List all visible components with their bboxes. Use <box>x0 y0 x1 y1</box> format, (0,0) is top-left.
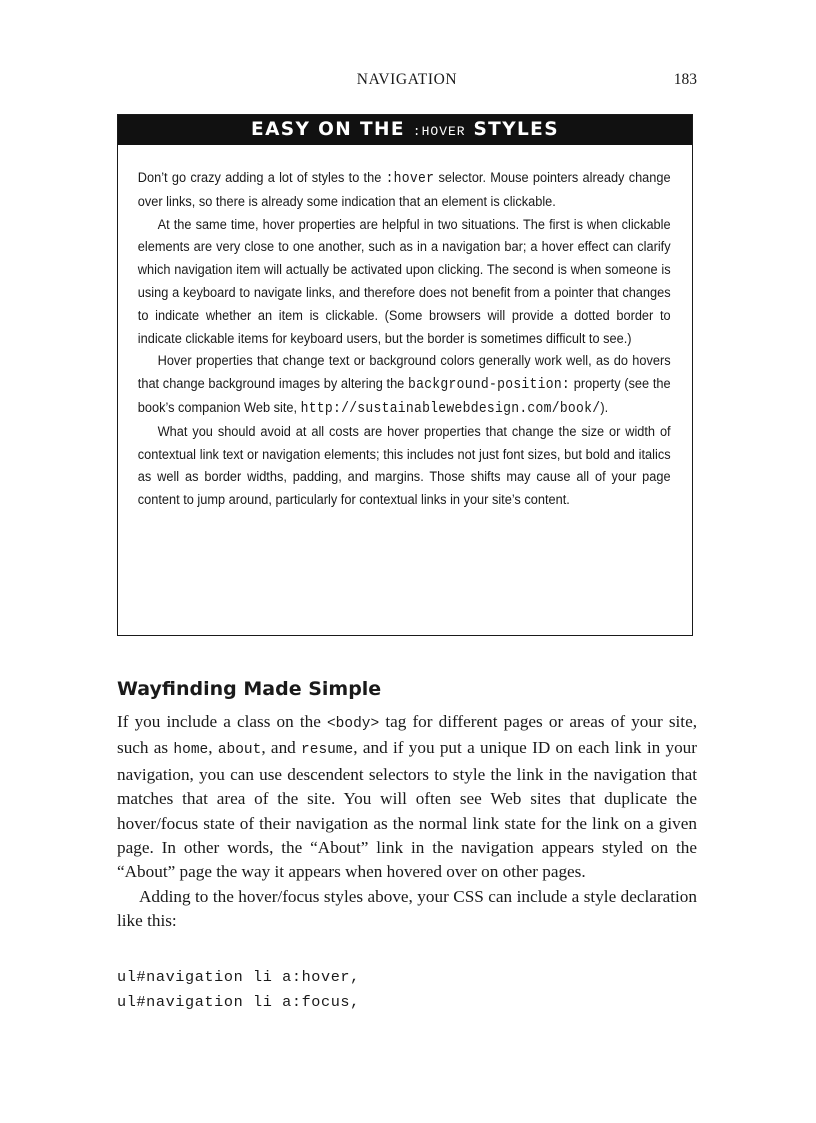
running-header <box>117 71 697 93</box>
code-line-2: ul#navigation li a:focus, <box>117 992 360 1011</box>
sidebar-title-lead: EASY ON THE <box>251 119 405 140</box>
body-p1-text-c: , <box>208 738 218 758</box>
sidebar-body <box>118 145 690 512</box>
sidebar-box <box>117 114 693 636</box>
resume-class-code: resume <box>301 742 354 759</box>
main-body <box>117 710 697 934</box>
companion-site-url: http://sustainablewebdesign.com/book/ <box>300 400 601 417</box>
sidebar-paragraph-3 <box>138 350 671 420</box>
section-heading: Wayfinding Made Simple <box>117 678 382 700</box>
code-block <box>117 965 360 1014</box>
code-line-1: ul#navigation li a:hover, <box>117 968 360 986</box>
sidebar-title <box>118 115 692 145</box>
running-title: NAVIGATION <box>356 71 458 88</box>
sidebar-p1-text-a: Don’t go crazy adding a lot of styles to the <box>137 170 386 186</box>
body-paragraph-1 <box>117 710 697 885</box>
hover-selector-code: :hover <box>385 171 435 187</box>
background-position-code: background-position: <box>407 377 571 394</box>
sidebar-paragraph-1 <box>138 167 671 214</box>
body-p1-text-d: , and <box>261 738 302 758</box>
sidebar-p3-text-b: property (see the book’s companion Web site, <box>137 376 671 416</box>
body-p1-text-a: If you include a class on the <box>117 712 327 731</box>
sidebar-p3-text-c: ). <box>600 399 609 416</box>
body-tag-code: <body> <box>326 716 380 732</box>
sidebar-title-tail: STYLES <box>473 119 559 140</box>
sidebar-paragraph-4: What you should avoid at all costs are hover properties that change the size or width of contextual link text or navigation elements; this includes not just font sizes, but bold and italics as well as border widths, padding, and margins. Those shifts may cause all of your page content to jump around, particularly for contextual links in your site’s content. <box>137 423 671 509</box>
body-p1-text-e: , and if you put a unique ID on each link in your navigation, you can use descendent selectors to style the link in the navigation that matches that area of the site. You will often see Web sites that duplicate the hover/focus state of their navigation as the normal link state for the link on a given page. In other words, the “About” link in the navigation appears styled on the “About” page the way it appears when hovered over on other pages. <box>117 738 697 882</box>
about-class-code: about <box>217 742 262 759</box>
page-number: 183 <box>673 71 697 88</box>
sidebar-title-code: :HOVER <box>412 124 466 139</box>
home-class-code: home <box>173 742 209 759</box>
sidebar-paragraph-2: At the same time, hover properties are helpful in two situations. The first is when clickable elements are very close to one another, such as in a navigation bar; a hover effect can clarify which navigation item will actually be activated upon clicking. The second is when someone is using a keyboard to navigate links, and therefore does not benefit from a pointer that changes to indicate whether an item is clickable. (Some browsers will provide a dotted border to indicate clickable items for keyboard users, but the border is sometimes difficult to see.) <box>137 216 671 347</box>
sidebar-p1-text-b: selector. Mouse pointers already change over links, so there is already some indication that an element is clickable. <box>137 170 671 210</box>
body-p1-text-b: tag for different pages or areas of your site, such as <box>117 712 697 758</box>
body-paragraph-2: Adding to the hover/focus styles above, your CSS can include a style declaration like this: <box>117 886 697 931</box>
sidebar-p3-text-a: Hover properties that change text or background colors generally work well, as do hovers that change background images by altering the <box>137 353 671 393</box>
